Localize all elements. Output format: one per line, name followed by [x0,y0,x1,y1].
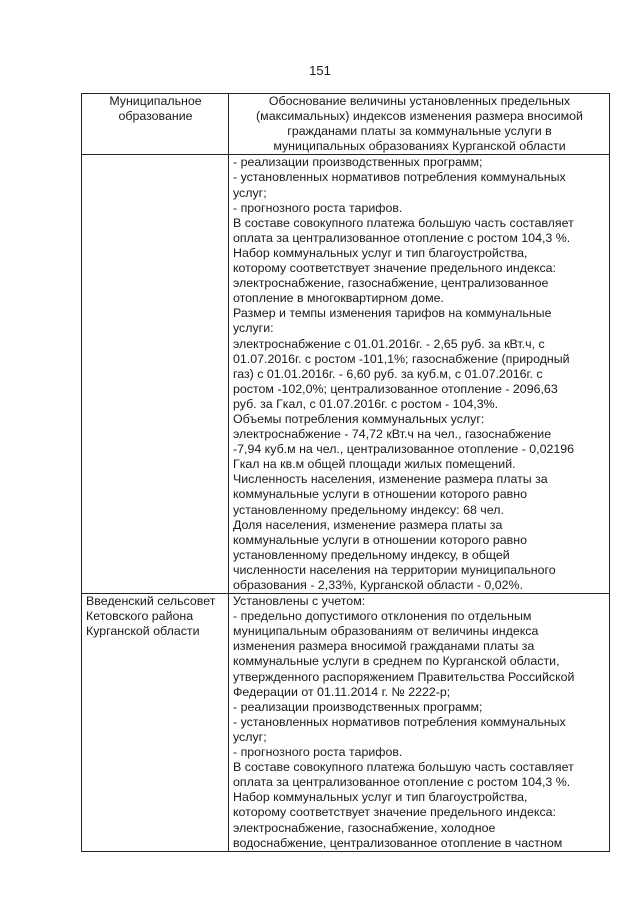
text-line: (максимальных) индексов изменения размера вносимой [256,109,583,124]
text-line: Установлены с учетом: [233,594,366,609]
tariff-justification-table [81,93,610,852]
text-line: В составе совокупного платежа большую часть составляет [233,215,574,230]
text-line: установленному предельному индексу, в общей [233,547,510,562]
municipality-cell [82,594,229,852]
text-line: Объемы потребления коммунальных услуг: [233,411,485,426]
text-line: установленному предельному индексу: 68 чел. [233,502,504,517]
text-line: муниципальным образованиям от величины индекса [233,624,539,639]
header-municipality [82,94,229,155]
text-line: водоснабжение, централизованное отопление в частном [233,835,563,850]
text-line: услуг; [233,185,267,200]
text-line: Размер и темпы изменения тарифов на коммунальные [233,306,552,321]
text-line: - установленных нормативов потребления коммунальных [233,170,566,185]
text-line: Курганской области [86,624,200,639]
municipality-cell [82,155,229,594]
text-line: газ) с 01.01.2016г. - 6,60 руб. за куб.м, с 01.07.2016г. с [233,366,543,381]
text-line: коммунальные услуги в отношении которого равно [233,487,527,502]
text-line: гражданами платы за коммунальные услуги в [287,124,552,139]
text-line: образования - 2,33%, Курганской области - 0,02%. [233,578,523,592]
text-line: электроснабжение - 74,72 кВт.ч на чел., газоснабжение [233,427,552,442]
text-line: услуги: [233,321,274,336]
text-line: Введенский сельсовет [86,594,216,609]
text-line: которому соответствует значение предельного индекса: [233,261,556,276]
text-line: отопление в многоквартирном доме. [233,291,444,306]
text-line: оплата за централизованное отопление с ростом 104,3 %. [233,230,571,245]
text-line: - предельно допустимого отклонения по отдельным [233,609,532,624]
text-line: коммунальные услуги в среднем по Курганской области, [233,654,560,669]
text-line: Муниципальное [109,94,202,108]
text-line: которому соответствует значение предельного индекса: [233,805,556,820]
text-line: Федерации от 01.11.2014 г. № 2222-р; [233,684,451,699]
text-line: численности населения на территории муниципального [233,562,556,577]
text-line: услуг; [233,729,267,744]
table-row [82,155,610,594]
text-line: образование [118,109,193,124]
text-line: электроснабжение, газоснабжение, централизованное [233,276,549,291]
text-line: Набор коммунальных услуг и тип благоустройства, [233,245,528,260]
text-line: - реализации производственных программ; [233,699,483,714]
text-line: 01.07.2016г. с ростом -101,1%; газоснабжение (природный [233,351,570,366]
text-line: В составе совокупного платежа большую часть составляет [233,760,574,775]
text-line: - прогнозного роста тарифов. [233,745,403,760]
text-line: изменения размера вносимой гражданами платы за [233,639,535,654]
text-line: утвержденного распоряжением Правительства Российской [233,669,575,684]
text-line: Численность населения, изменение размера платы за [233,472,548,487]
text-line: Обоснование величины установленных предельных [268,94,571,108]
text-line: электроснабжение с 01.01.2016г. - 2,65 руб. за кВт.ч, с [233,336,545,351]
text-line: ростом -102,0%; централизованное отопление - 2096,63 [233,381,558,396]
text-line: Кетовского района [86,609,194,624]
text-line: - реализации производственных программ; [233,155,483,170]
text-line: -7,94 куб.м на чел., централизованное отопление - 0,02196 [233,442,575,457]
text-line: Набор коммунальных услуг и тип благоустройства, [233,790,528,805]
text-line: электроснабжение, газоснабжение, холодное [233,820,496,835]
text-line: Доля населения, изменение размера платы за [233,517,503,532]
header-justification [229,94,610,155]
text-line: Гкал на кв.м общей площади жилых помещений. [233,457,516,472]
text-line: руб. за Гкал, с 01.07.2016г. с ростом - 104,3%. [233,396,499,411]
justification-cell [229,594,610,852]
table-header-row [82,94,610,155]
text-line: коммунальные услуги в отношении которого равно [233,532,527,547]
table-row [82,594,610,852]
justification-cell [229,155,610,594]
text-line: муниципальных образованиях Курганской области [273,139,566,154]
text-line: - прогнозного роста тарифов. [233,200,403,215]
text-line: оплата за централизованное отопление с ростом 104,3 %. [233,775,571,790]
page-number: 151 [309,63,331,78]
text-line: - установленных нормативов потребления коммунальных [233,714,566,729]
